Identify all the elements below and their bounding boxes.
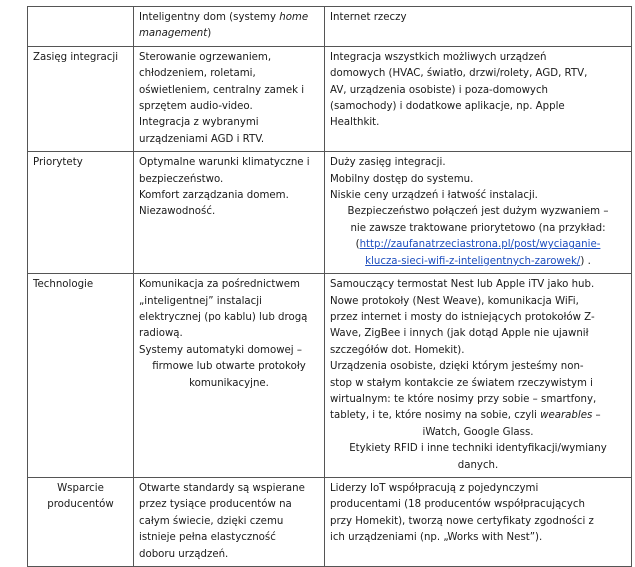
row-label-support-line-2: producentów <box>47 499 114 511</box>
link-open-paren: ( <box>355 239 360 251</box>
wearables-prefix: tablety, i te, które nosimy na sobie, czyli <box>330 410 541 422</box>
text-line: stop w stałym kontakcie ze światem rzeczywistym i <box>330 377 593 389</box>
smart-home-cell <box>134 152 325 274</box>
text-line: radiową. <box>139 328 183 340</box>
text-line: Urządzenia osobiste, dzięki którym jesteśmy non- <box>330 361 584 373</box>
text-line: (samochody) i dodatkowe aplikacje, np. Apple <box>330 101 565 113</box>
text-line: sprzętem audio-video. <box>139 101 253 113</box>
text-line: Wave, ZigBee i innych (jak dotąd Apple nie ujawnił <box>330 328 589 340</box>
table-header-row <box>28 7 632 47</box>
header-cell-smart-home <box>134 7 325 47</box>
header-cell-iot <box>325 7 632 47</box>
text-line: Duży zasięg integracji. <box>330 157 446 169</box>
row-label-support-line-1: Wsparcie <box>57 482 104 494</box>
text-line: Nowe protokoły (Nest Weave), komunikacja WiFi, <box>330 295 579 307</box>
text-line: Niezawodność. <box>139 206 216 218</box>
text-line: Optymalne warunki klimatyczne i <box>139 157 310 169</box>
text-line: AV, urządzenia osobiste) i poza-domowych <box>330 84 549 96</box>
text-line: Liderzy IoT współpracują z pojedynczymi <box>330 482 539 494</box>
iot-cell <box>325 274 632 478</box>
link-line <box>330 237 626 253</box>
iot-cell <box>325 46 632 151</box>
table-row <box>28 152 632 274</box>
article-link-part-1[interactable]: http://zaufanatrzeciastrona.pl/post/wyciaganie- <box>359 239 601 251</box>
header-smart-home-prefix: Inteligentny dom (systemy <box>139 12 280 23</box>
row-label-technologies: Technologie <box>33 279 94 291</box>
text-line: Samouczący termostat Nest lub Apple iTV jako hub. <box>330 279 595 291</box>
text-line: oświetleniem, centralny zamek i <box>139 84 305 96</box>
text-line: nie zawsze traktowane priorytetowo (na przykład: <box>350 222 606 234</box>
text-line: doboru urządzeń. <box>139 548 229 560</box>
smart-home-cell <box>134 274 325 478</box>
text-line: bezpieczeństwo. <box>139 173 224 185</box>
wearables-suffix: – <box>592 410 601 422</box>
row-label-cell <box>28 274 134 478</box>
table-row <box>28 274 632 478</box>
text-line: Komunikacja za pośrednictwem <box>139 279 300 291</box>
link-line <box>330 254 626 270</box>
text-line: szczegółów dot. Homekit). <box>330 344 465 356</box>
text-line: Healthkit. <box>330 117 380 129</box>
text-line: domowych (HVAC, światło, drzwi/rolety, AGD, RTV, <box>330 68 588 80</box>
iot-cell <box>325 152 632 274</box>
article-link-part-2[interactable]: klucza-sieci-wifi-z-inteligentnych-zarowek/ <box>365 255 581 267</box>
link-close-paren: ) . <box>580 255 591 267</box>
text-line: producentami (18 producentów współpracujących <box>330 499 585 511</box>
text-line: istnieje pełna elastyczność <box>139 532 276 544</box>
text-line: urządzeniami AGD i RTV. <box>139 133 265 145</box>
table-row <box>28 46 632 151</box>
text-line: przy Homekit), tworzą nowe certyfikaty zgodności z <box>330 515 594 527</box>
row-label-cell <box>28 46 134 151</box>
text-line: Integracja z wybranymi <box>139 117 259 129</box>
header-iot-text: Internet rzeczy <box>330 12 407 23</box>
iot-cell <box>325 477 632 566</box>
wearables-line <box>330 408 626 424</box>
text-line: „inteligentnej” instalacji <box>139 295 262 307</box>
text-line: przez internet i mosty do istniejących protokołów Z- <box>330 311 595 323</box>
text-line: całym świecie, dzięki czemu <box>139 515 284 527</box>
smart-home-cell <box>134 46 325 151</box>
text-line: Systemy automatyki domowej – <box>139 344 302 356</box>
text-line: komunikacyjne. <box>189 377 269 389</box>
text-line: danych. <box>457 459 499 471</box>
wearables-italic: wearables <box>540 410 593 422</box>
header-cell-empty <box>28 7 134 47</box>
text-line: wirtualnym: te które nosimy przy sobie – smartfony, <box>330 393 597 405</box>
row-label-priorities: Priorytety <box>33 157 83 169</box>
text-line: Etykiety RFID i inne techniki identyfikacji/wymiany <box>349 443 607 455</box>
row-label-cell <box>28 152 134 274</box>
text-line: Mobilny dostęp do systemu. <box>330 173 474 185</box>
row-label-cell <box>28 477 134 566</box>
text-line: Sterowanie ogrzewaniem, <box>139 51 272 63</box>
text-line: przez tysiące producentów na <box>139 499 292 511</box>
comparison-table <box>27 6 632 567</box>
text-line: Integracja wszystkich możliwych urządzeń <box>330 51 547 63</box>
text-line: elektrycznej (po kablu) lub drogą <box>139 311 308 323</box>
text-line: chłodzeniem, roletami, <box>139 68 256 80</box>
table-row <box>28 477 632 566</box>
text-line: Otwarte standardy są wspierane <box>139 482 305 494</box>
header-smart-home-italic: home management <box>139 12 309 40</box>
smart-home-cell <box>134 477 325 566</box>
text-line: Bezpieczeństwo połączeń jest dużym wyzwaniem – <box>347 206 609 218</box>
text-line: firmowe lub otwarte protokoły <box>152 361 306 373</box>
header-smart-home-suffix: ) <box>207 28 212 40</box>
text-line: Niskie ceny urządzeń i łatwość instalacji. <box>330 190 538 202</box>
text-line: ich urządzeniami (np. „Works with Nest”). <box>330 532 543 544</box>
row-label-scope: Zasięg integracji <box>33 51 119 63</box>
text-line: Komfort zarządzania domem. <box>139 190 289 202</box>
text-line: iWatch, Google Glass. <box>422 426 534 438</box>
